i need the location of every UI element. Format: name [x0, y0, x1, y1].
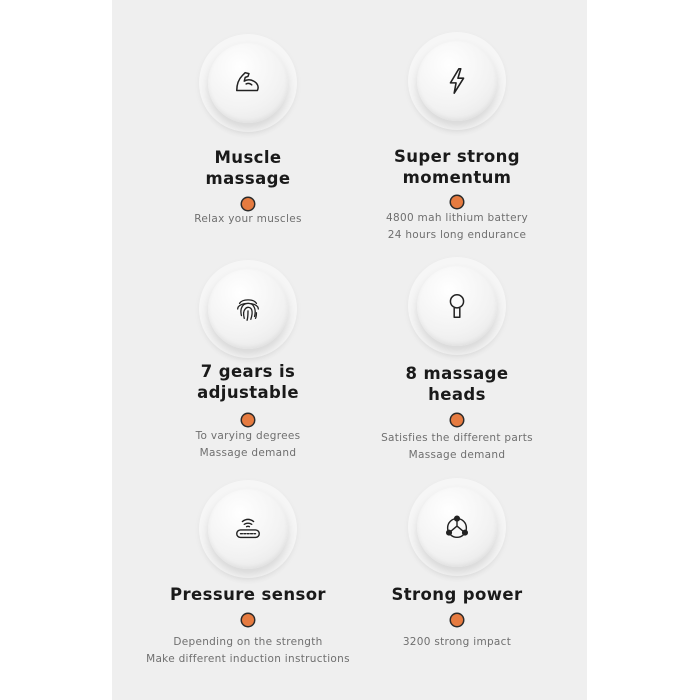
feature-title-line: Pressure sensor — [170, 585, 326, 604]
icon-disc — [208, 269, 288, 349]
icon-halo — [408, 257, 506, 355]
icon-halo — [199, 260, 297, 358]
lightning-icon — [442, 66, 472, 96]
feature-description-line: Massage demand — [408, 449, 506, 461]
icon-disc — [208, 43, 288, 123]
icon-halo — [408, 32, 506, 130]
feature-description-line: To varying degrees — [195, 430, 301, 442]
feature-description — [322, 430, 592, 464]
feature-title-line: Muscle — [214, 148, 282, 167]
feature-title-line: 8 massage — [405, 364, 509, 383]
icon-halo — [199, 34, 297, 132]
feature-title-line: 7 gears is — [200, 362, 296, 381]
feature-title-line: Strong power — [391, 585, 523, 604]
feature-description-line: Make different induction instructions — [146, 653, 350, 665]
icon-halo — [408, 478, 506, 576]
massage-head-icon — [442, 291, 472, 321]
feature-description-line: 24 hours long endurance — [387, 229, 527, 241]
feature-description-line: Relax your muscles — [194, 213, 302, 225]
feature-description-line: Satisfies the different parts — [381, 432, 533, 444]
feature-title — [342, 584, 572, 605]
feature-description — [322, 210, 592, 244]
pressure-sensor-icon — [233, 514, 263, 544]
feature-title — [133, 361, 363, 403]
icon-disc — [417, 41, 497, 121]
accent-dot — [242, 414, 254, 426]
feature-title — [133, 147, 363, 189]
feature-title — [133, 584, 363, 605]
accent-dot — [242, 614, 254, 626]
feature-title — [342, 363, 572, 405]
feature-title — [342, 146, 572, 188]
feature-description-line: Depending on the strength — [173, 636, 323, 648]
feature-title-line: momentum — [402, 168, 512, 187]
feature-description-line: 3200 strong impact — [402, 636, 512, 648]
icon-disc — [417, 487, 497, 567]
feature-title-line: Super strong — [393, 147, 521, 166]
icon-disc — [417, 266, 497, 346]
icon-halo — [199, 480, 297, 578]
accent-dot — [242, 198, 254, 210]
power-network-icon — [442, 512, 472, 542]
feature-description-line: Massage demand — [199, 447, 297, 459]
accent-dot — [451, 414, 463, 426]
accent-dot — [451, 196, 463, 208]
feature-description — [322, 634, 592, 651]
flexed-arm-icon — [233, 68, 263, 98]
feature-title-line: heads — [428, 385, 486, 404]
feature-description-line: 4800 mah lithium battery — [386, 212, 528, 224]
icon-disc — [208, 489, 288, 569]
accent-dot — [451, 614, 463, 626]
feature-title-line: massage — [205, 169, 291, 188]
fingerprint-icon — [233, 294, 263, 324]
feature-title-line: adjustable — [197, 383, 299, 402]
